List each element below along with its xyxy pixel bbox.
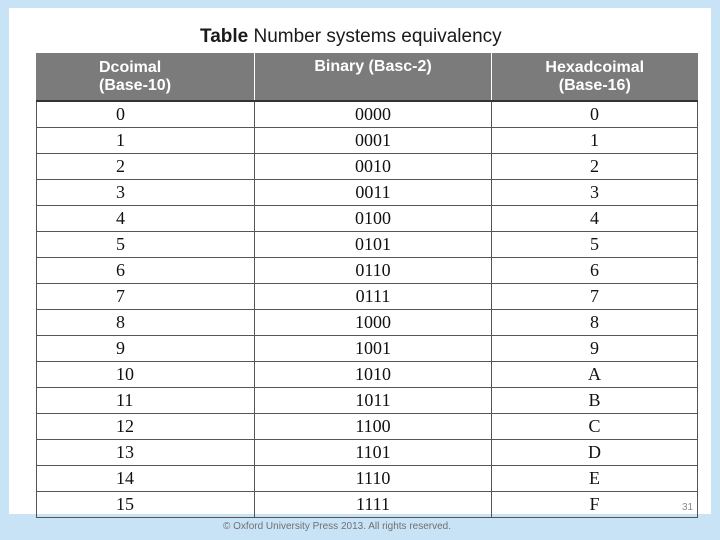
- binary-cell: 1000: [255, 310, 492, 336]
- hexadecimal-cell: 2: [492, 154, 698, 180]
- hexadecimal-cell: 9: [492, 336, 698, 362]
- table-caption: [200, 26, 502, 48]
- table-row: [37, 101, 698, 128]
- decimal-cell: 13: [37, 440, 255, 466]
- hexadecimal-cell: 0: [492, 101, 698, 128]
- hexadecimal-cell: E: [492, 466, 698, 492]
- table-row: [37, 258, 698, 284]
- caption-text: Number systems equivalency: [253, 26, 502, 47]
- binary-cell: 0001: [255, 128, 492, 154]
- decimal-cell: 11: [37, 388, 255, 414]
- hexadecimal-cell: 8: [492, 310, 698, 336]
- column-header-decimal: [37, 53, 255, 101]
- decimal-cell: 1: [37, 128, 255, 154]
- decimal-cell: 10: [37, 362, 255, 388]
- decimal-cell: 15: [37, 492, 255, 518]
- decimal-cell: 3: [37, 180, 255, 206]
- column-header-line: (Base-10): [99, 76, 172, 94]
- hexadecimal-cell: C: [492, 414, 698, 440]
- caption-label: Table: [200, 26, 249, 47]
- table-row: [37, 492, 698, 518]
- column-header-line: (Base-16): [558, 76, 631, 94]
- decimal-cell: 14: [37, 466, 255, 492]
- hexadecimal-cell: 3: [492, 180, 698, 206]
- header-row: [37, 53, 698, 101]
- binary-cell: 1001: [255, 336, 492, 362]
- binary-cell: 1111: [255, 492, 492, 518]
- table-body: [37, 101, 698, 518]
- decimal-cell: 12: [37, 414, 255, 440]
- hexadecimal-cell: B: [492, 388, 698, 414]
- hexadecimal-cell: A: [492, 362, 698, 388]
- slide: [9, 8, 711, 514]
- table-row: [37, 362, 698, 388]
- hexadecimal-cell: 1: [492, 128, 698, 154]
- table-header: [37, 53, 698, 101]
- table-row: [37, 206, 698, 232]
- decimal-cell: 0: [37, 101, 255, 128]
- column-header-line: Hexadcoimal: [545, 58, 645, 76]
- hexadecimal-cell: 4: [492, 206, 698, 232]
- binary-cell: 1011: [255, 388, 492, 414]
- binary-cell: 0101: [255, 232, 492, 258]
- decimal-cell: 9: [37, 336, 255, 362]
- binary-cell: 0011: [255, 180, 492, 206]
- binary-cell: 0111: [255, 284, 492, 310]
- table-row: [37, 180, 698, 206]
- table-row: [37, 310, 698, 336]
- table-row: [37, 414, 698, 440]
- column-header-line: Binary (Basc-2): [314, 58, 432, 75]
- hexadecimal-cell: 7: [492, 284, 698, 310]
- binary-cell: 0110: [255, 258, 492, 284]
- column-header-hexadecimal: [492, 53, 698, 101]
- hexadecimal-cell: 5: [492, 232, 698, 258]
- binary-cell: 1100: [255, 414, 492, 440]
- table-row: [37, 466, 698, 492]
- binary-cell: 0000: [255, 101, 492, 128]
- column-header-binary: [255, 53, 492, 101]
- binary-cell: 1110: [255, 466, 492, 492]
- decimal-cell: 4: [37, 206, 255, 232]
- table-row: [37, 336, 698, 362]
- table-row: [37, 128, 698, 154]
- table-row: [37, 284, 698, 310]
- page-number: 31: [682, 502, 694, 513]
- decimal-cell: 2: [37, 154, 255, 180]
- hexadecimal-cell: F: [492, 492, 698, 518]
- decimal-cell: 7: [37, 284, 255, 310]
- binary-cell: 1101: [255, 440, 492, 466]
- decimal-cell: 6: [37, 258, 255, 284]
- binary-cell: 1010: [255, 362, 492, 388]
- decimal-cell: 5: [37, 232, 255, 258]
- binary-cell: 0010: [255, 154, 492, 180]
- number-systems-table: [36, 53, 698, 518]
- hexadecimal-cell: D: [492, 440, 698, 466]
- copyright-footer: © Oxford University Press 2013. All rights reserved.: [223, 521, 452, 532]
- table-row: [37, 388, 698, 414]
- hexadecimal-cell: 6: [492, 258, 698, 284]
- table-row: [37, 440, 698, 466]
- table-row: [37, 154, 698, 180]
- decimal-cell: 8: [37, 310, 255, 336]
- binary-cell: 0100: [255, 206, 492, 232]
- column-header-line: Dcoimal: [99, 58, 162, 76]
- table-row: [37, 232, 698, 258]
